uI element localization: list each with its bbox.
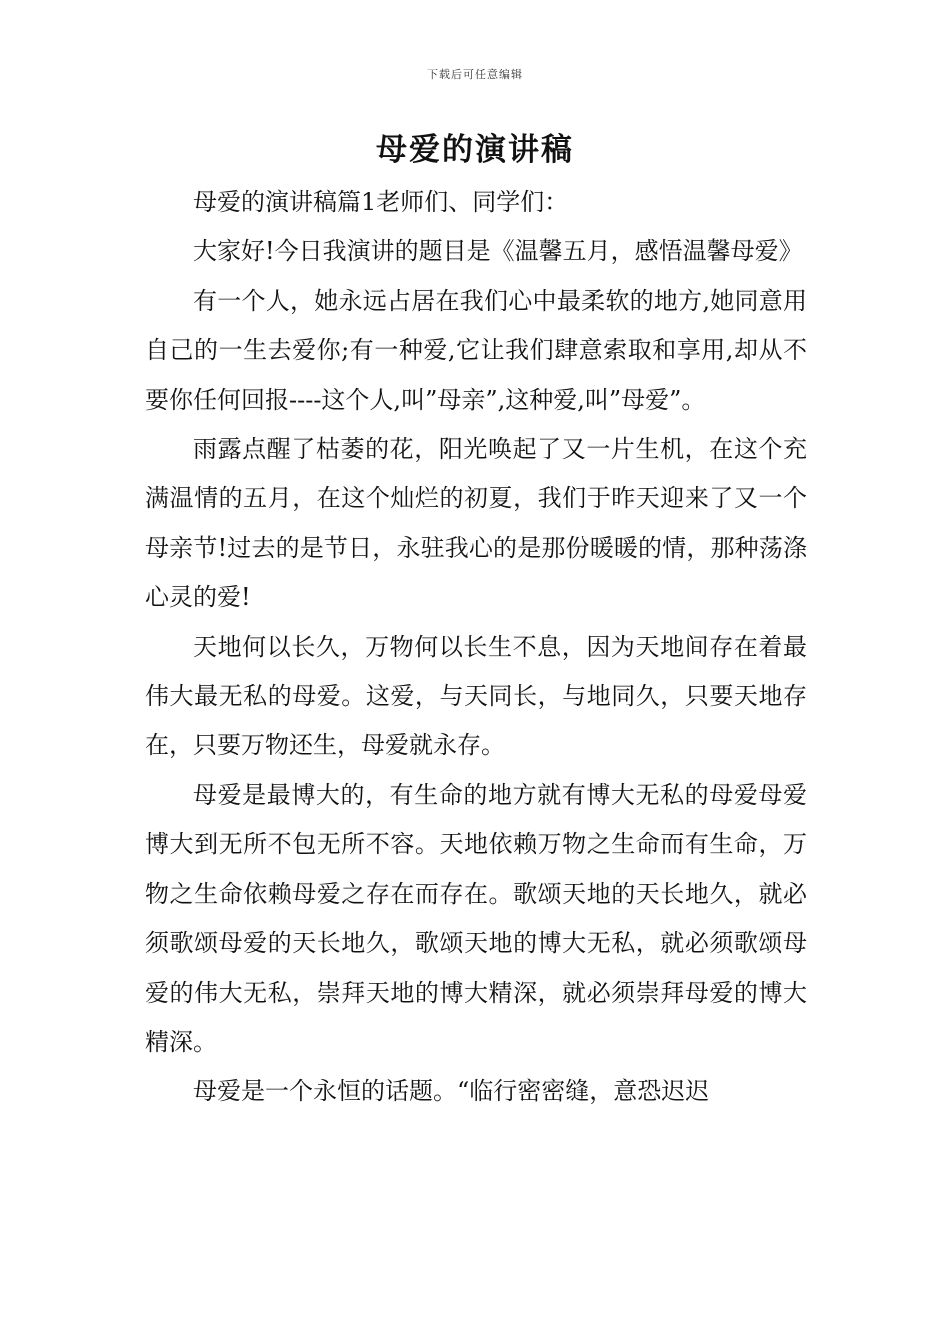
- paragraph-6: 母爱是最博大的，有生命的地方就有博大无私的母爱母爱博大到无所不包无所不容。天地依赖万物之生命而有生命，万物之生命依赖母爱之存在而存在。歌颂天地的天长地久，就必须歌颂母爱的天长地久，歌颂天地的博大无私，就必须歌颂母爱的伟大无私，崇拜天地的博大精深，就必须崇拜母爱的博大精深。: [145, 780, 807, 1056]
- document-title: 母爱的演讲稿: [376, 132, 574, 168]
- paragraph-7: 母爱是一个永恒的话题。“临行密密缝，意恐迟迟: [193, 1077, 710, 1106]
- paragraph-5: 天地何以长久，万物何以长生不息，因为天地间存在着最伟大最无私的母爱。这爱，与天同长，与地同久，只要天地存在，只要万物还生，母爱就永存。: [145, 632, 807, 760]
- paragraph-3: 有一个人，她永远占居在我们心中最柔软的地方,她同意用自己的一生去爱你;有一种爱,它让我们肆意索取和享用,却从不要你任何回报----这个人,叫”母亲”,这种爱,叫”母爱”。: [145, 286, 807, 414]
- header-note: 下载后可任意编辑: [427, 68, 523, 81]
- document-body: [145, 178, 807, 1117]
- paragraph-1: 母爱的演讲稿篇1老师们、同学们：: [193, 188, 569, 216]
- paragraph-2: 大家好!今日我演讲的题目是《温馨五月，感悟温馨母爱》: [193, 237, 803, 266]
- paragraph-4: 雨露点醒了枯萎的花，阳光唤起了又一片生机，在这个充满温情的五月，在这个灿烂的初夏，我们于昨天迎来了又一个母亲节!过去的是节日，永驻我心的是那份暖暖的情，那种荡涤心灵的爱!: [145, 435, 807, 612]
